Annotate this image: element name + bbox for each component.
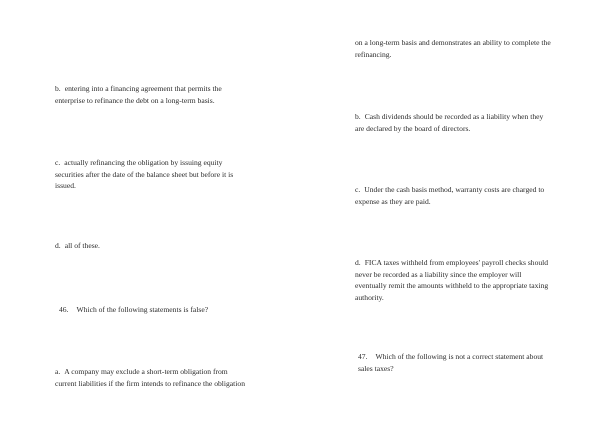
answer-option-b-right: [355, 111, 543, 134]
option-label: a.: [55, 367, 61, 376]
question-number: 47.: [358, 352, 368, 361]
option-text-line: actually refinancing the obligation by issuing equity: [64, 158, 223, 167]
question-text-line: Which of the following is not a correct statement about: [375, 352, 544, 361]
option-text-line: all of these.: [64, 241, 100, 250]
question-47: [358, 351, 543, 374]
option-text-line: on a long-term basis and demonstrates an ability to complete the: [355, 38, 551, 47]
option-text-line: Cash dividends should be recorded as a liability when they: [364, 112, 544, 121]
option-text-line: eventually remit the amounts withheld to the appropriate taxing: [355, 281, 549, 291]
option-text-line: issued.: [55, 181, 76, 191]
answer-option-c-left: [55, 157, 233, 192]
option-text-line: expense as they are paid.: [355, 196, 431, 206]
answer-option-c-right: [355, 184, 544, 207]
option-text-line: Under the cash basis method, warranty costs are charged to: [364, 185, 545, 194]
answer-option-a-continuation: [355, 37, 551, 60]
option-text-line: FICA taxes withheld from employees' payroll checks should: [364, 258, 549, 267]
question-46: [59, 304, 208, 316]
option-label: c.: [55, 158, 61, 167]
option-text-line: refinancing.: [355, 49, 392, 59]
option-label: b.: [55, 84, 61, 93]
option-text-line: current liabilities if the firm intends to refinance the obligation: [55, 378, 245, 388]
option-text-line: securities after the date of the balance sheet but before it is: [55, 169, 234, 179]
answer-option-d-left: [55, 240, 100, 252]
answer-option-d-right: [355, 257, 548, 303]
option-label: c.: [355, 185, 361, 194]
option-text-line: never be recorded as a liability since the employer will: [355, 269, 522, 279]
option-text-line: are declared by the board of directors.: [355, 123, 471, 133]
option-text-line: authority.: [355, 292, 384, 302]
answer-option-a-left: [55, 366, 245, 389]
question-number: 46.: [59, 305, 69, 314]
option-label: d.: [355, 258, 361, 267]
option-text-line: enterprise to refinance the debt on a long-term basis.: [55, 95, 215, 105]
option-label: d.: [55, 241, 61, 250]
option-text-line: A company may exclude a short-term obligation from: [64, 367, 228, 376]
answer-option-b-left: [55, 83, 222, 106]
option-text-line: entering into a financing agreement that permits the: [64, 84, 222, 93]
question-text: Which of the following statements is false?: [76, 305, 209, 314]
option-label: b.: [355, 112, 361, 121]
question-text-line: sales taxes?: [358, 363, 394, 373]
